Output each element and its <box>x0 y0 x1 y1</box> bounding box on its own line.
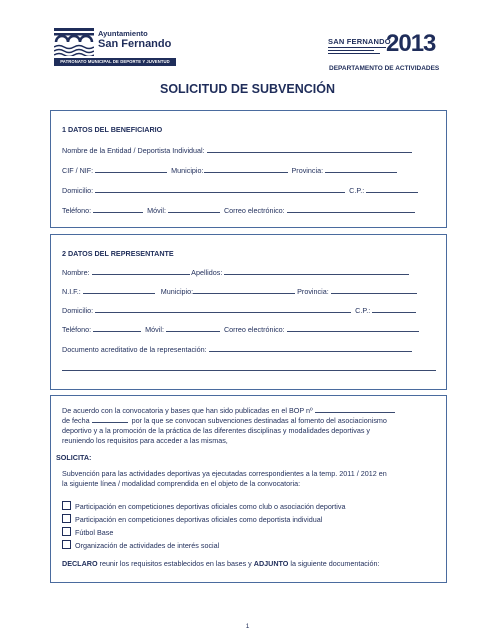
option-label: Organización de actividades de interés social <box>75 541 220 550</box>
rep-nif-label: N.I.F.: <box>62 287 81 296</box>
provincia-field[interactable] <box>325 166 397 173</box>
entity-name-field[interactable] <box>207 146 412 153</box>
bop-number-field[interactable] <box>315 406 395 413</box>
cp-field[interactable] <box>366 186 418 193</box>
declaro-label: DECLARO <box>62 559 98 568</box>
ayuntamiento-logo <box>54 26 174 72</box>
rep-municipio-field[interactable] <box>193 287 295 294</box>
telefono-row <box>62 206 415 215</box>
rep-documento-row <box>62 345 412 354</box>
rep-municipio-label: Municipio: <box>160 287 194 296</box>
page-number: 1 <box>245 623 250 630</box>
rep-telefono-row <box>62 325 419 334</box>
rep-correo-label: Correo electrónico: <box>223 325 285 334</box>
movil-field[interactable] <box>168 206 220 213</box>
rep-provincia-label: Provincia: <box>297 287 329 296</box>
cif-row <box>62 166 397 175</box>
movil-label: Móvil: <box>147 206 166 215</box>
department-label: DEPARTAMENTO DE ACTIVIDADES <box>329 65 440 72</box>
intro-line-2: por la que se convocan subvenciones destinadas al fomento del asociacionismo <box>131 416 387 425</box>
page-title: SOLICITUD DE SUBVENCIÓN <box>159 82 335 96</box>
domicilio-field[interactable] <box>95 186 345 193</box>
cif-label: CIF / NIF: <box>62 166 94 175</box>
rep-movil-label: Móvil: <box>145 325 164 334</box>
entity-name-label: Nombre de la Entidad / Deportista Individual: <box>62 146 205 155</box>
request-section <box>50 395 447 583</box>
option-label: Fútbol Base <box>75 528 114 537</box>
rep-domicilio-field[interactable] <box>95 306 351 313</box>
rep-domicilio-row <box>62 306 416 315</box>
solicita-line-2: la siguiente línea / modalidad comprendida en el objeto de la convocatoria: <box>62 479 301 488</box>
intro-line-1: De acuerdo con la convocatoria y bases que han sido publicadas en el BOP nº <box>62 406 313 415</box>
correo-field[interactable] <box>287 206 415 213</box>
entity-name-row <box>62 146 412 155</box>
option-checkbox[interactable] <box>62 514 71 523</box>
solicita-line-1: Subvención para las actividades deportivas ya ejecutadas correspondientes a la temp. 2011 / 2012 en <box>62 469 387 478</box>
adjunto-text: la siguiente documentación: <box>290 559 380 568</box>
rep-name-row <box>62 268 409 277</box>
option-row[interactable] <box>62 540 219 550</box>
option-row[interactable] <box>62 527 113 537</box>
option-label: Participación en competiciones deportivas oficiales como club o asociación deportiva <box>75 502 346 511</box>
rep-cp-field[interactable] <box>372 306 416 313</box>
cp-label: C.P.: <box>349 186 365 195</box>
rep-telefono-label: Teléfono: <box>62 325 92 334</box>
section2-heading: 2 DATOS DEL REPRESENTANTE <box>62 249 174 258</box>
beneficiary-section <box>50 110 447 228</box>
section1-heading: 1 DATOS DEL BENEFICIARIO <box>62 125 163 134</box>
rep-documento-field[interactable] <box>209 345 412 352</box>
patronato-banner: PATRONATO MUNICIPAL DE DEPORTE Y JUVENTUD <box>54 58 176 66</box>
representative-section <box>50 234 447 390</box>
city-name: San Fernando <box>98 38 172 50</box>
option-row[interactable] <box>62 501 345 511</box>
rep-nif-field[interactable] <box>83 287 155 294</box>
rep-cp-label: C.P.: <box>355 306 371 315</box>
rep-movil-field[interactable] <box>166 325 220 332</box>
telefono-label: Teléfono: <box>62 206 92 215</box>
option-checkbox[interactable] <box>62 540 71 549</box>
rep-nombre-field[interactable] <box>92 268 190 275</box>
rep-telefono-field[interactable] <box>93 325 141 332</box>
declaro-row <box>62 559 380 568</box>
year-logo: 2013 <box>386 30 436 57</box>
intro-line-4: reuniendo los requisitos para acceder a las mismas, <box>62 436 228 445</box>
rep-provincia-field[interactable] <box>331 287 417 294</box>
intro-line-3: deportivo y a la promoción de la práctica de las diferentes disciplinas y modalidades deportivas y <box>62 426 371 435</box>
rep-documento-row-2 <box>62 364 436 373</box>
option-checkbox[interactable] <box>62 527 71 536</box>
rep-nif-row <box>62 287 417 296</box>
rep-apellidos-field[interactable] <box>224 268 409 275</box>
bridge-logo-icon <box>54 28 94 56</box>
correo-label: Correo electrónico: <box>223 206 285 215</box>
intro-paragraph <box>62 406 442 446</box>
rep-domicilio-label: Domicilio: <box>62 306 94 315</box>
rep-correo-field[interactable] <box>287 325 419 332</box>
rep-documento-label: Documento acreditativo de la representación: <box>62 345 207 354</box>
option-checkbox[interactable] <box>62 501 71 510</box>
municipio-field[interactable] <box>204 166 288 173</box>
rep-nombre-label: Nombre: <box>62 268 90 277</box>
option-label: Participación en competiciones deportivas oficiales como deportista individual <box>75 515 323 524</box>
domicilio-row <box>62 186 418 195</box>
rep-documento-field-2[interactable] <box>62 364 436 371</box>
option-row[interactable] <box>62 514 322 524</box>
adjunto-label: ADJUNTO <box>253 559 289 568</box>
municipio-label: Municipio: <box>171 166 204 175</box>
sf-brand-decor <box>328 46 386 54</box>
provincia-label: Provincia: <box>291 166 324 175</box>
cif-field[interactable] <box>95 166 167 173</box>
declaro-text: reunir los requisitos establecidos en las bases y <box>99 559 252 568</box>
sf-brand: SAN FERNANDO <box>328 37 391 46</box>
intro-fecha-label: de fecha <box>62 416 90 425</box>
telefono-field[interactable] <box>93 206 143 213</box>
rep-apellidos-label: Apellidos: <box>191 268 223 277</box>
solicita-heading: SOLICITA: <box>56 453 92 462</box>
domicilio-label: Domicilio: <box>62 186 94 195</box>
fecha-field[interactable] <box>92 416 128 423</box>
ayuntamiento-label: Ayuntamiento <box>98 29 148 38</box>
solicita-paragraph <box>62 469 447 489</box>
